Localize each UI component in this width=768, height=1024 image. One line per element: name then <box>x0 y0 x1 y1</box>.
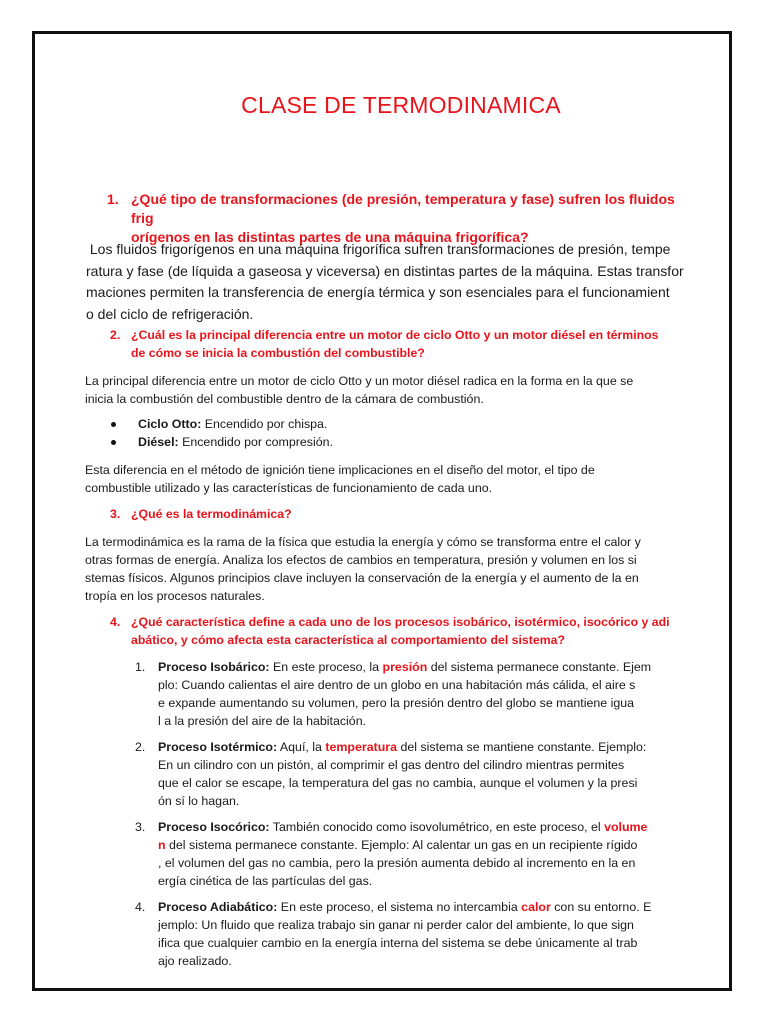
bullet-icon <box>111 422 116 427</box>
answer-line: La principal diferencia entre un motor de ciclo Otto y un motor diésel radica en la forma en la que se <box>85 374 634 388</box>
bullet-text: Encendido por compresión. <box>178 435 333 449</box>
process-line <box>158 738 695 756</box>
process-line <box>158 818 695 836</box>
process-label: Proceso Adiabático: <box>158 900 278 914</box>
process-label: Proceso Isocórico: <box>158 820 270 834</box>
answer-line: Los fluidos frigorígenos en una máquina frigorífica sufren transformaciones de presión, tempe <box>86 241 671 257</box>
highlight-term: volume <box>604 820 648 834</box>
process-line: jemplo: Un fluido que realiza trabajo sin ganar ni perder calor del ambiente, lo que sign <box>158 918 634 932</box>
answer-line: tropía en los procesos naturales. <box>85 589 265 603</box>
question-number: 3. <box>110 507 121 521</box>
process-text: del sistema permanece constante. Ejemplo: Al calentar un gas en un recipiente rígido <box>165 838 638 852</box>
process-label: Proceso Isobárico: <box>158 660 270 674</box>
process-line: ergía cinética de las partículas del gas. <box>158 874 373 888</box>
bullet-label: Ciclo Otto: <box>138 417 202 431</box>
answer-line: La termodinámica es la rama de la física que estudia la energía y cómo se transforma entre el calor y <box>85 535 641 549</box>
question-line: ¿Qué tipo de transformaciones (de presión, temperatura y fase) sufren los fluidos frig <box>131 191 675 226</box>
process-text: En este proceso, el sistema no intercambia <box>277 900 522 914</box>
process-number: 1. <box>135 660 146 674</box>
answer-3 <box>85 533 700 605</box>
highlight-term: n <box>158 838 166 852</box>
process-number: 3. <box>135 820 146 834</box>
answer-line: inicia la combustión del combustible dentro de la cámara de combustión. <box>85 392 484 406</box>
process-text: En este proceso, la <box>269 660 383 674</box>
process-line: ón sí lo hagan. <box>158 794 240 808</box>
highlight-term: temperatura <box>325 740 397 754</box>
question-line: orígenos en las distintas partes de una máquina frigorífica? <box>131 229 529 245</box>
process-number: 4. <box>135 900 146 914</box>
list-item <box>105 433 505 451</box>
question-2 <box>110 326 700 362</box>
process-line: e expande aumentando su volumen, pero la presión dentro del globo se mantiene igua <box>158 696 634 710</box>
process-isobaric <box>135 658 695 730</box>
answer-2-continued <box>85 461 695 497</box>
process-text: Aquí, la <box>277 740 326 754</box>
bullet-list <box>105 415 505 451</box>
answer-line: combustible utilizado y las características de funcionamiento de cada uno. <box>85 481 493 495</box>
process-text: con su entorno. E <box>550 900 652 914</box>
process-line <box>158 898 695 916</box>
question-line: abático, y cómo afecta esta característica al comportamiento del sistema? <box>131 633 565 647</box>
process-isothermal <box>135 738 695 810</box>
highlight-term: calor <box>521 900 551 914</box>
process-line: , el volumen del gas no cambia, pero la presión aumenta debido al incremento en la en <box>158 856 636 870</box>
process-line: l a la presión del aire de la habitación. <box>158 714 367 728</box>
answer-line: ratura y fase (de líquida a gaseosa y viceversa) en distintas partes de la máquina. Estas transfor <box>86 262 684 279</box>
question-number: 4. <box>110 615 121 629</box>
process-adiabatic <box>135 898 695 970</box>
process-isochoric <box>135 818 695 890</box>
page-border <box>32 31 732 991</box>
answer-line: stemas físicos. Algunos principios clave incluyen la conservación de la energía y el aumento de la en <box>85 571 639 585</box>
process-line: que el calor se escape, la temperatura del gas no cambia, aunque el volumen y la presi <box>158 776 638 790</box>
list-item <box>105 415 505 433</box>
document-title: CLASE DE TERMODINAMICA <box>241 92 561 118</box>
question-number: 2. <box>110 328 121 342</box>
answer-line: o del ciclo de refrigeración. <box>86 305 254 322</box>
process-line: ajo realizado. <box>158 954 232 968</box>
answer-2 <box>85 372 695 408</box>
process-line <box>158 658 695 676</box>
answer-line: maciones permiten la transferencia de energía térmica y son esenciales para el funcionamient <box>86 284 670 300</box>
question-4 <box>110 613 700 649</box>
answer-line: Esta diferencia en el método de ignición tiene implicaciones en el diseño del motor, el tipo de <box>85 463 595 477</box>
question-number: 1. <box>107 191 119 207</box>
process-text: del sistema se mantiene constante. Ejemplo: <box>397 740 647 754</box>
process-line <box>158 836 695 854</box>
question-line: de cómo se inicia la combustión del combustible? <box>131 346 425 360</box>
bullet-icon <box>111 440 116 445</box>
bullet-text: Encendido por chispa. <box>201 417 328 431</box>
question-line: ¿Qué característica define a cada uno de los procesos isobárico, isotérmico, isocórico y adi <box>131 615 670 629</box>
process-line: En un cilindro con un pistón, al comprimir el gas dentro del cilindro mientras permites <box>158 758 625 772</box>
process-number: 2. <box>135 740 146 754</box>
process-line: plo: Cuando calientas el aire dentro de un globo en una habitación más cálida, el aire s <box>158 678 636 692</box>
answer-1 <box>86 239 698 325</box>
question-line: ¿Cuál es la principal diferencia entre un motor de ciclo Otto y un motor diésel en términos <box>131 328 659 342</box>
question-3 <box>110 505 700 523</box>
process-text: del sistema permanece constante. Ejem <box>427 660 652 674</box>
answer-line: otras formas de energía. Analiza los efectos de cambios en temperatura, presión y volumen en los si <box>85 553 637 567</box>
process-text: También conocido como isovolumétrico, en este proceso, el <box>269 820 605 834</box>
process-label: Proceso Isotérmico: <box>158 740 278 754</box>
highlight-term: presión <box>382 660 428 674</box>
process-line: ifica que cualquier cambio en la energía interna del sistema se debe únicamente al trab <box>158 936 638 950</box>
bullet-label: Diésel: <box>138 435 179 449</box>
question-line: ¿Qué es la termodinámica? <box>131 507 292 521</box>
